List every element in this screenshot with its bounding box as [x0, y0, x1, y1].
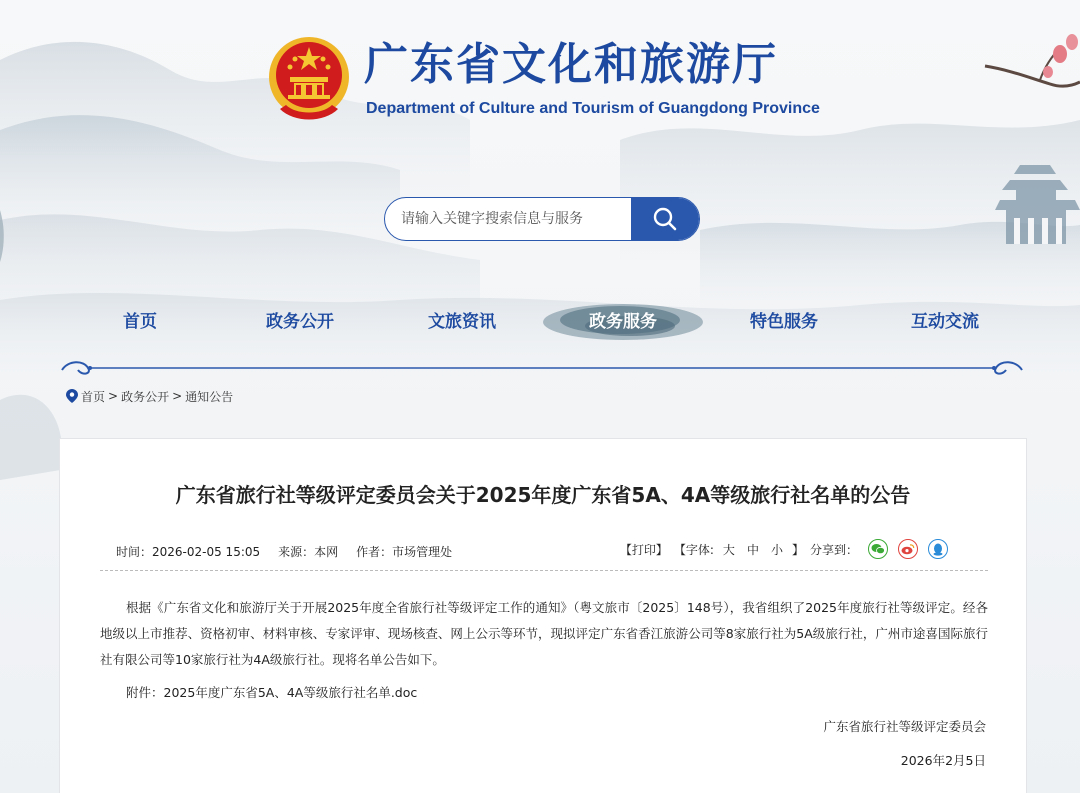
search-button[interactable]	[631, 198, 699, 240]
article-author: 作者：市场管理处	[356, 545, 453, 559]
weibo-icon[interactable]	[898, 539, 918, 559]
qq-icon[interactable]	[928, 539, 948, 559]
article-tools	[620, 537, 948, 561]
nav-item-interaction[interactable]: 互动交流	[911, 312, 979, 332]
signature-organization: 广东省旅行社等级评定委员会	[823, 719, 986, 734]
nav-item-home[interactable]: 首页	[123, 312, 157, 332]
font-size-bracket: 】	[791, 542, 804, 557]
breadcrumb-home[interactable]: 首页	[81, 389, 106, 404]
breadcrumb	[66, 387, 233, 405]
site-title: 广东省文化和旅游厅	[364, 39, 778, 90]
font-size-label: 【字体:	[673, 542, 714, 557]
wechat-icon[interactable]	[868, 539, 888, 559]
signature-date: 2026年2月5日	[900, 753, 986, 768]
nav-item-featured-services[interactable]: 特色服务	[750, 312, 818, 332]
article-card	[59, 438, 1027, 793]
article-title: 广东省旅行社等级评定委员会关于2025年度广东省5A、4A等级旅行社名单的公告	[175, 483, 911, 507]
article-attachment	[126, 683, 417, 701]
meta-divider	[100, 570, 988, 571]
article-time: 时间：2026-02-05 15:05	[116, 545, 261, 559]
attachment-link[interactable]: 2025年度广东省5A、4A等级旅行社名单.doc	[163, 685, 418, 700]
font-size-large-button[interactable]: 大	[722, 542, 735, 557]
nav-item-culture-tourism-news[interactable]: 文旅资讯	[428, 312, 496, 332]
font-size-medium-button[interactable]: 中	[746, 542, 759, 557]
search-bar	[384, 197, 700, 241]
print-button[interactable]: 【打印】	[619, 542, 668, 557]
breadcrumb-separator: >	[108, 389, 119, 403]
decorative-divider	[60, 356, 1024, 380]
location-pin-icon	[66, 389, 78, 403]
breadcrumb-notices[interactable]: 通知公告	[185, 389, 234, 404]
font-size-small-button[interactable]: 小	[770, 542, 783, 557]
search-input[interactable]	[385, 198, 633, 240]
site-subtitle: Department of Culture and Tourism of Guangdong Province	[366, 100, 820, 117]
share-label: 分享到：	[809, 542, 858, 557]
nav-item-government-services[interactable]: 政务服务	[589, 312, 657, 332]
breadcrumb-separator: >	[172, 389, 183, 403]
attachment-label: 附件：	[126, 685, 164, 700]
article-body: 根据《广东省文化和旅游厅关于开展2025年度全省旅行社等级评定工作的通知》（粤文旅市〔2025〕148号），我省组织了2025年度旅行社等级评定。经各地级以上市推荐、资格初审、材料审核、专家评审、现场核查、网上公示等环节，现拟评定广东省香江旅游公司等8家旅行社为5A级旅行社，广州市途喜国际旅行社有限公司等10家旅行社为4A级旅行社。现将名单公告如下。	[100, 600, 988, 667]
breadcrumb-government-affairs[interactable]: 政务公开	[121, 389, 170, 404]
nav-item-government-affairs[interactable]: 政务公开	[266, 312, 334, 332]
article-meta	[116, 543, 452, 560]
national-emblem-icon	[266, 33, 352, 123]
main-nav	[60, 296, 1020, 348]
search-icon	[652, 206, 678, 232]
article-source: 来源：本网	[278, 545, 339, 559]
